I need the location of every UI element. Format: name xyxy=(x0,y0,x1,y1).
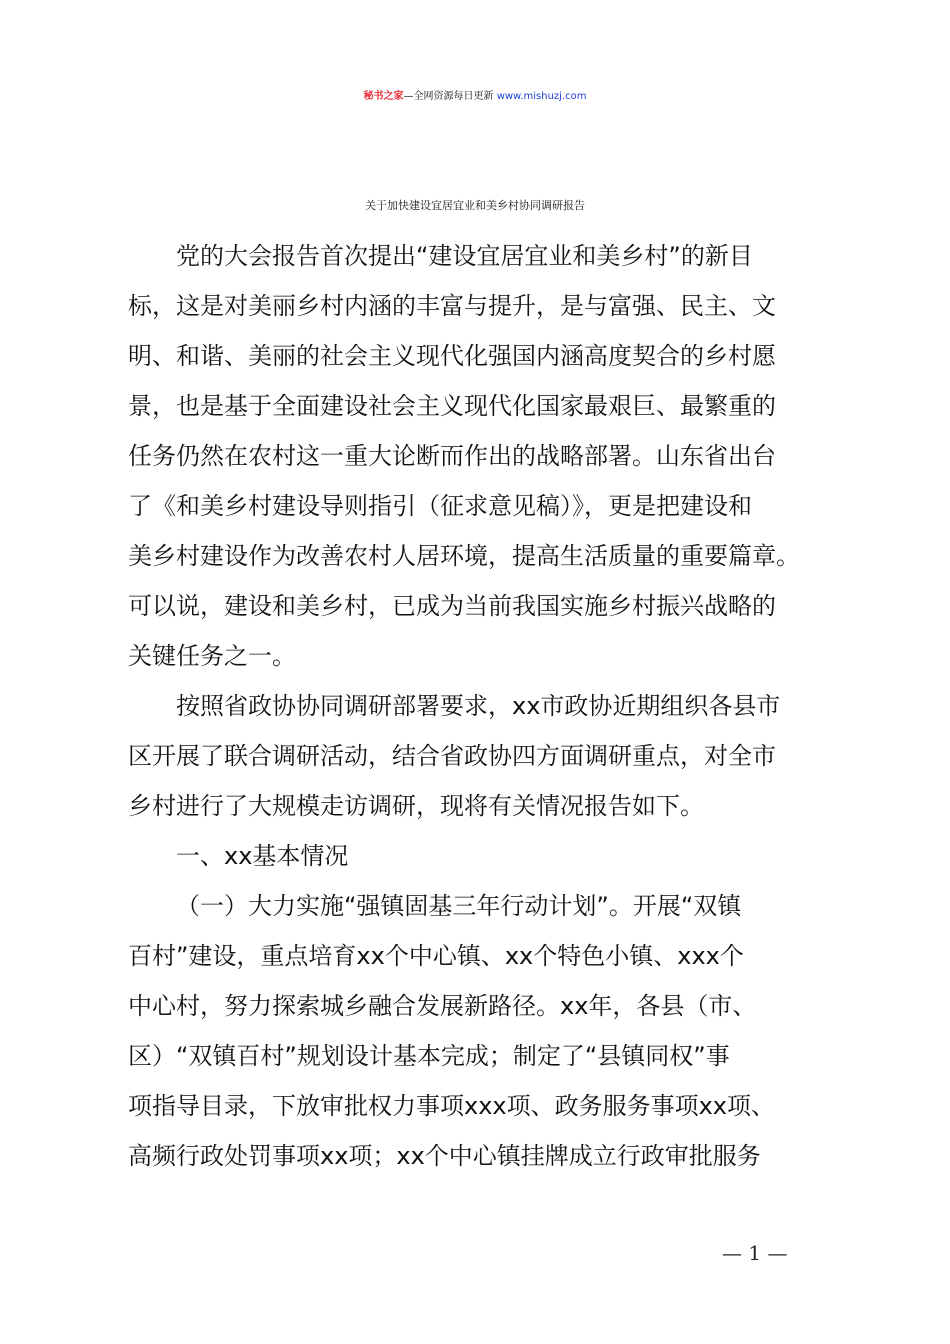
text-line: 百村”建设，重点培育xx个中心镇、xx个特色小镇、xxx个 xyxy=(128,942,744,970)
website-link[interactable]: www.mishuzj.com xyxy=(496,91,587,102)
document-title: 关于加快建设宜居宜业和美乡村协同调研报告 xyxy=(365,199,585,212)
text-line: 高频行政处罚事项xx项；xx个中心镇挂牌成立行政审批服务 xyxy=(128,1142,761,1170)
document-body xyxy=(128,231,838,1181)
text-line: 按照省政协协同调研部署要求，xx市政协近期组织各县市 xyxy=(176,692,781,720)
text-line: 可以说，建设和美乡村，已成为当前我国实施乡村振兴战略的 xyxy=(128,592,776,620)
text-line: 了《和美乡村建设导则指引（征求意见稿）》，更是把建设和 xyxy=(128,492,752,520)
header-tagline: —全网资源每日更新 xyxy=(403,91,497,102)
text-line: 区开展了联合调研活动，结合省政协四方面调研重点，对全市 xyxy=(128,742,776,770)
site-header xyxy=(0,80,950,114)
text-line: 景，也是基于全面建设社会主义现代化国家最艰巨、最繁重的 xyxy=(128,392,776,420)
brand-name: 秘书之家 xyxy=(363,91,404,102)
text-line: 明、和谐、美丽的社会主义现代化强国内涵高度契合的乡村愿 xyxy=(128,342,776,370)
text-line: 区）“双镇百村”规划设计基本完成；制定了“县镇同权”事 xyxy=(128,1042,730,1070)
text-line: 乡村进行了大规模走访调研，现将有关情况报告如下。 xyxy=(128,792,704,820)
section-heading: 一、xx基本情况 xyxy=(176,842,349,870)
text-line: 美乡村建设作为改善农村人居环境，提高生活质量的重要篇章。 xyxy=(128,542,800,570)
text-line: 任务仍然在农村这一重大论断而作出的战略部署。山东省出台 xyxy=(128,442,776,470)
text-line: （一）大力实施“强镇固基三年行动计划”。开展“双镇 xyxy=(176,892,742,920)
page-number: — 1 — xyxy=(722,1241,788,1265)
text-line: 标，这是对美丽乡村内涵的丰富与提升，是与富强、民主、文 xyxy=(128,292,776,320)
text-line: 项指导目录，下放审批权力事项xxx项、政务服务事项xx项、 xyxy=(128,1092,776,1120)
text-line: 关键任务之一。 xyxy=(128,642,296,670)
text-line: 中心村，努力探索城乡融合发展新路径。xx年，各县（市、 xyxy=(128,992,757,1020)
text-line: 党的大会报告首次提出“建设宜居宜业和美乡村”的新目 xyxy=(176,242,753,270)
